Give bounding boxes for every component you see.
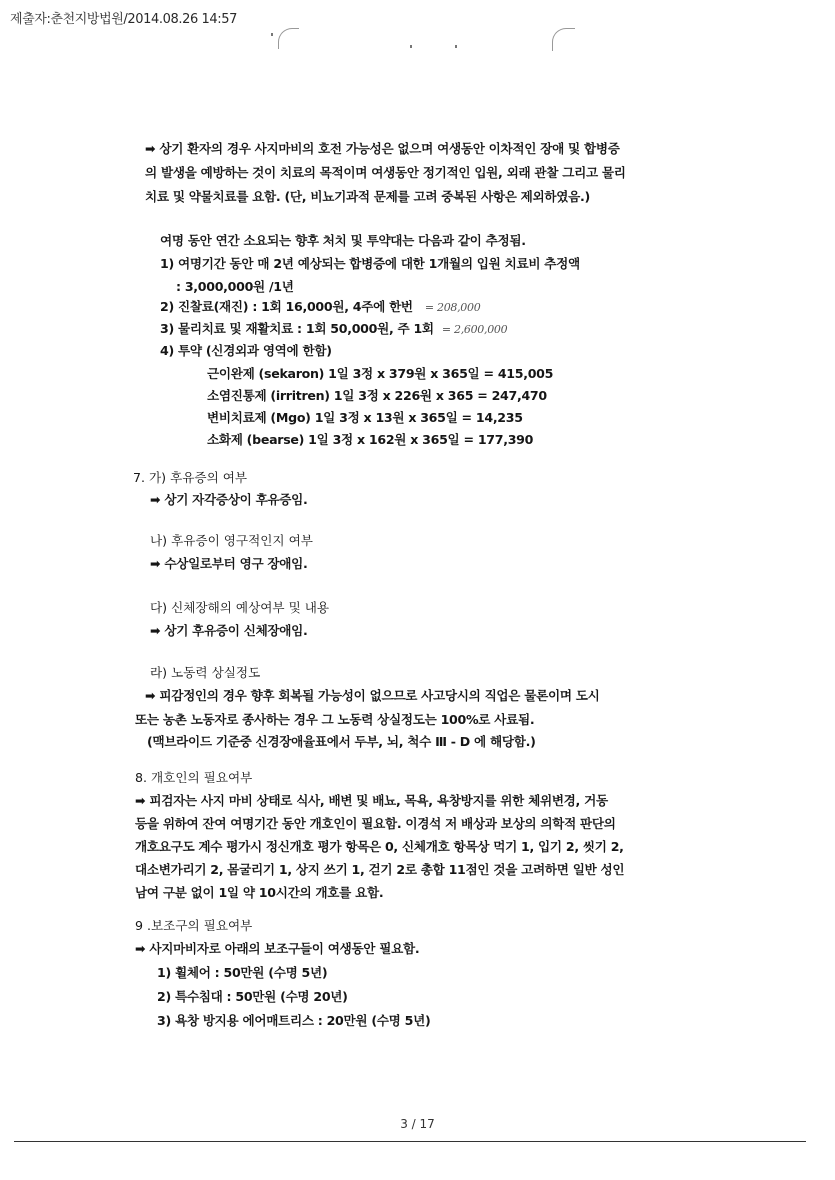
cost-item-3-text: 3) 물리치료 및 재활치료 : 1회 50,000원, 주 1회 [160, 321, 434, 336]
costs-intro: 여명 동안 연간 소요되는 향후 처치 및 투약대는 다음과 같이 추정됨. [160, 233, 526, 248]
s7d-line: ➡ 피감정인의 경우 향후 회복될 가능성이 없으므로 사고당시의 직업은 물론이며 도시 [145, 688, 600, 703]
cost-item-1-amount: : 3,000,000원 /1년 [176, 279, 294, 294]
drug-line: 소화제 (bearse) 1일 3정 x 162원 x 365일 = 177,390 [207, 432, 534, 447]
page-number: 3 / 17 [400, 1117, 435, 1131]
drug-line: 소염진통제 (irritren) 1일 3정 x 226원 x 365 = 247,470 [207, 388, 547, 403]
aid-item: 2) 특수침대 : 50만원 (수명 20년) [157, 989, 348, 1004]
para1-line: ➡ 상기 환자의 경우 사지마비의 호전 가능성은 없으며 여생동안 이차적인 장애 및 합병증 [145, 141, 620, 156]
scan-dot [455, 45, 457, 48]
s8-title: 8. 개호인의 필요여부 [135, 770, 253, 785]
aid-item: 1) 휠체어 : 50만원 (수명 5년) [157, 965, 328, 980]
scan-dot [410, 45, 412, 48]
cost-item-3 [160, 318, 507, 337]
s7c-answer: ➡ 상기 후유증이 신체장애임. [150, 623, 308, 638]
s7d-title: 라) 노동력 상실정도 [150, 665, 261, 680]
scan-mark-left [278, 28, 299, 49]
scan-mark-right [552, 28, 575, 51]
handwritten-note: = 2,600,000 [441, 323, 508, 336]
drug-line: 변비치료제 (Mgo) 1일 3정 x 13원 x 365일 = 14,235 [207, 410, 523, 425]
aid-item: 3) 욕창 방지용 에어매트리스 : 20만원 (수명 5년) [157, 1013, 431, 1028]
s7a-answer: ➡ 상기 자각증상이 후유증임. [150, 492, 308, 507]
s7b-answer: ➡ 수상일로부터 영구 장애임. [150, 556, 308, 571]
cost-item-1: 1) 여명기간 동안 매 2년 예상되는 합병증에 대한 1개월의 입원 치료비 추정액 [160, 256, 580, 271]
s7d-line: (맥브라이드 기준중 신경장애율표에서 두부, 뇌, 척수 Ⅲ - D 에 해당함.) [147, 734, 536, 749]
s8-line: ➡ 피검자는 사지 마비 상태로 식사, 배변 및 배뇨, 목욕, 욕창방지를 위한 체위변경, 거동 [135, 793, 608, 808]
s8-line: 등을 위하여 잔여 여명기간 동안 개호인이 필요함. 이경석 저 배상과 보상의 의학적 판단의 [135, 816, 616, 831]
s7b-title: 나) 후유증이 영구적인지 여부 [150, 533, 313, 548]
s9-intro: ➡ 사지마비자로 아래의 보조구들이 여생동안 필요함. [135, 941, 420, 956]
s8-line: 남여 구분 없이 1일 약 10시간의 개호를 요함. [135, 885, 384, 900]
s7a-title: 7. 가) 후유증의 여부 [133, 470, 248, 485]
cost-item-2 [160, 296, 480, 315]
footer-rule [14, 1141, 806, 1142]
drug-line: 근이완제 (sekaron) 1일 3정 x 379원 x 365일 = 415,005 [207, 366, 554, 381]
handwritten-note: = 208,000 [424, 301, 481, 314]
s9-title: 9 .보조구의 필요여부 [135, 918, 253, 933]
scan-dot [271, 33, 273, 36]
fax-header: 제출자:춘천지방법원/2014.08.26 14:57 [10, 12, 238, 27]
s7d-line: 또는 농촌 노동자로 종사하는 경우 그 노동력 상실정도는 100%로 사료됨. [135, 712, 535, 727]
para1-line: 의 발생을 예방하는 것이 치료의 목적이며 여생동안 정기적인 입원, 외래 관찰 그리고 물리 [145, 165, 626, 180]
s8-line: 대소변가리기 2, 몸굴리기 1, 상지 쓰기 1, 걷기 2로 총합 11점인 것을 고려하면 일반 성인 [135, 862, 625, 877]
cost-item-2-text: 2) 진찰료(재진) : 1회 16,000원, 4주에 한번 [160, 299, 413, 314]
para1-line: 치료 및 약물치료를 요함. (단, 비뇨기과적 문제를 고려 중복된 사항은 제외하였음.) [145, 189, 590, 204]
s7c-title: 다) 신체장해의 예상여부 및 내용 [150, 600, 330, 615]
s8-line: 개호요구도 계수 평가시 정신개호 평가 항목은 0, 신체개호 항목상 먹기 1, 입기 2, 씻기 2, [135, 839, 624, 854]
cost-item-4: 4) 투약 (신경외과 영역에 한함) [160, 343, 332, 358]
